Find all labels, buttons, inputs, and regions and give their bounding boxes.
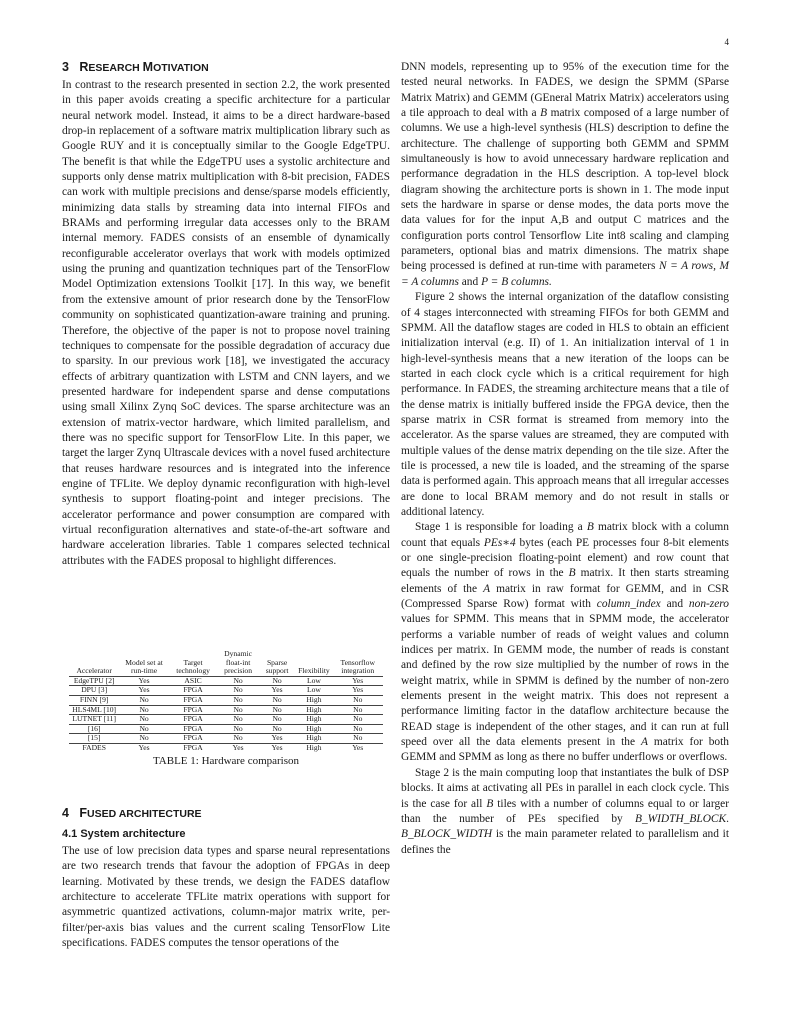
subsection-4-1-heading: 4.1 System architecture (62, 828, 186, 840)
table-row (69, 724, 382, 734)
table-cell: No (259, 695, 295, 705)
table-cell: No (259, 724, 295, 734)
table-cell: High (295, 695, 333, 705)
table-cell: [15] (69, 734, 119, 744)
section-4-paragraph: The use of low precision data types and sparse neural representations are two research trends that favour the adoption of FPGAs in deep learning. Motivated by these trends, we design the FADES dataflow architecture to accelerate TFLite matrix operations with support for asymmetric quantized activations, column-major matrix write, per-filter/per-axis bias values and the current scaling TensorFlow Lite specifications. FADES computes the tensor operations of the (62, 845, 390, 950)
table-cell: Yes (259, 734, 295, 744)
table-header: Dynamic float-int precision (224, 649, 252, 676)
table-cell: No (333, 695, 383, 705)
left-column (62, 60, 390, 569)
table-cell: No (217, 705, 259, 715)
table-cell: No (217, 734, 259, 744)
section-4-heading: 4 FUSED ARCHITECTURE (62, 806, 202, 820)
table-cell: Yes (259, 686, 295, 696)
table-cell: FPGA (169, 695, 217, 705)
table-cell: High (295, 724, 333, 734)
table-cell: No (333, 724, 383, 734)
table-cell: No (333, 734, 383, 744)
table-cell: No (217, 715, 259, 725)
table-cell: High (295, 705, 333, 715)
table-cell: No (119, 705, 169, 715)
table-cell: HLS4ML [10] (69, 705, 119, 715)
page-number: 4 (724, 37, 729, 47)
table-cell: FADES (69, 743, 119, 752)
table-cell: No (259, 715, 295, 725)
paragraph: DNN models, representing up to 95% of the execution time for the tested neural networks. In FADES, we design the SPMM (SParse Matrix Matrix) and GEMM (GEneral Matrix Matrix) accelerators using a tile approach to deal with a B matrix composed of a large number of columns. We use a high-level synthesis (HLS) description to define the architecture. The challenge of supporting both GEMM and SPMM simultaneously is how to avoid unnecessary hardware replication and performance degradation in the HLS description. A top-level block diagram showing the architecture ports is shown in 1. The mode input sets the hardware in sparse or dense modes, the data ports move the data values for for the input A,B and output C matrices and the configuration ports control Tensorflow Lite int8 scaling and clamping parameters, optional bias and matrix dimensions. The matrix shape being processed is defined at run-time with parameters N = A rows, M = A columns and P = B columns. (401, 61, 729, 288)
table-cell: No (217, 695, 259, 705)
table-cell: Yes (333, 686, 383, 696)
table-row (69, 695, 382, 705)
table-cell: EdgeTPU [2] (69, 676, 119, 686)
table-cell: DPU [3] (69, 686, 119, 696)
table-cell: ASIC (169, 676, 217, 686)
table-header: Sparse support (265, 657, 289, 676)
table-cell: Low (295, 676, 333, 686)
table-cell: FINN [9] (69, 695, 119, 705)
table-cell: No (333, 715, 383, 725)
paragraph: Figure 2 shows the internal organization of the dataflow consisting of 4 stages interconnected with streaming FIFOs for both GEMM and SPMM. All the dataflow stages are coded in HLS to obtain an efficient initialization interval (e.g. II) of 1. An initialization interval of 1 in high-level-synthesis means that a new iteration of the loops can be started in each clock cycle which is a critical requirement for high performance. In FADES, the streaming architecture means that a tile of the dense matrix is initially buffered inside the FPGA device, then the sparse matrix in CSR format is streamed from memory into the accelerator. As the sparse values are streamed, they are computed with multiple values of the dense matrix depending on the tile size. After the tile is processed, a new tile is loaded, and the streaming of the sparse data is performed again. This approach means that all irregular accesses are done to local BRAM memory and do not result in stalls or additional latency. (401, 291, 729, 518)
table-cell: FPGA (169, 705, 217, 715)
hardware-comparison-table (69, 650, 382, 753)
table-header: Flexibility (298, 666, 330, 676)
table-cell: FPGA (169, 734, 217, 744)
table-header: Model set at run-time (125, 657, 163, 676)
table-cell: Yes (217, 743, 259, 752)
table-cell: Yes (119, 743, 169, 752)
section-3-paragraph: In contrast to the research presented in section 2.2, the work presented in this paper avoids creating a specific architecture for a particular neural network model. Instead, it aims to be a direct hardware-based drop-in replacement of a software matrix multiplication library such as Google RUY and it is conceptually similar to the Google EdgeTPU. The benefit is that while the EdgeTPU uses a systolic architecture and supports only dense matrix multiplication with 8-bit precision, FADES can work with multiple precisions and dense/sparse models efficiently, minimizing data stalls by streaming data into internal FIFOs and BRAMs and performing irregular data accesses only to the BRAM internal memory. FADES consists of an ensemble of dynamically reconfigurable accelerator overlays that work with models optimized using the pruning and quantization techniques part of the TensorFlow Model Optimization extensions Toolkit [17]. In this way, we benefit from the extensive amount of prior research done by the TensorFlow community on sophisticated quantization-aware training and pruning. Therefore, the objective of the paper is not to propose novel training techniques to compensate for the possible degradation of accuracy due to sparsity. In our previous work [18], we investigated the accuracy effects of arbitrary quantization with LSTM and CNN layers, and we presented hardware for independent sparse and dense computations using small Xilinx Zynq SoC devices. The sparse architecture was an extension of matrix-vector hardware, which limited parallelism, and there was no specific support for TensorFlow Lite. In this paper, we target the larger Zynq Ultrascale devices with a novel fused architecture that reuses hardware resources and is integrated into the inference engine of TFLite. We deploy dynamic reconfiguration with high-level synthesis to support floating-point and integer precisions. The accelerator performance and power consumption are compared with virtual reconfiguration alternatives and state-of-the-art software and hardware acceleration libraries. Table 1 compares selected technical attributes with the FADES proposal to highlight differences. (62, 79, 390, 567)
table-cell: No (217, 686, 259, 696)
table-cell: FPGA (169, 724, 217, 734)
table-cell: Yes (259, 743, 295, 752)
section-3-heading: 3 RESEARCH MOTIVATION (62, 60, 209, 74)
table-caption: TABLE 1: Hardware comparison (152, 754, 300, 767)
table-row (69, 686, 382, 696)
table-cell: No (119, 734, 169, 744)
table-cell: FPGA (169, 743, 217, 752)
table-cell: High (295, 715, 333, 725)
table-header: Accelerator (76, 666, 112, 676)
table-cell: No (119, 724, 169, 734)
table-cell: High (295, 734, 333, 744)
table-header: Target technology (176, 657, 210, 676)
table-cell: FPGA (169, 715, 217, 725)
table-cell: No (217, 676, 259, 686)
section-4 (62, 806, 390, 951)
table-cell: High (295, 743, 333, 752)
table-row (69, 705, 382, 715)
table-cell: No (259, 705, 295, 715)
table-cell: No (259, 676, 295, 686)
table-cell: Yes (333, 743, 383, 752)
table-row (69, 715, 382, 725)
right-column (401, 60, 729, 858)
table-cell: No (333, 705, 383, 715)
table-cell: LUTNET [11] (69, 715, 119, 725)
table-1 (62, 650, 390, 767)
table-cell: No (119, 695, 169, 705)
table-row (69, 734, 382, 744)
table-cell: [16] (69, 724, 119, 734)
table-cell: FPGA (169, 686, 217, 696)
table-cell: Yes (119, 686, 169, 696)
table-cell: Yes (119, 676, 169, 686)
table-header: Tensorflow integration (340, 657, 375, 676)
table-cell: Low (295, 686, 333, 696)
table-cell: No (217, 724, 259, 734)
paragraph: Stage 2 is the main computing loop that instantiates the bulk of DSP blocks. It aims at activating all PEs in parallel in each clock cycle. This is the case for all B tiles with a number of columns equal to or larger than the number of PEs specified by B_WIDTH_BLOCK. B_BLOCK_WIDTH is the main parameter related to parallelism and it defines the (401, 766, 729, 856)
table-cell: No (119, 715, 169, 725)
table-cell: Yes (333, 676, 383, 686)
paragraph: Stage 1 is responsible for loading a B matrix block with a column count that equals PEs∗4 bytes (each PE processes four 8-bit elements or one single-precision floating-point element) and row count that equals the number of rows in the B matrix. It then starts streaming elements of the A matrix in raw format for GEMM, and in CSR (Compressed Sparse Row) format with column_index and non-zero values for SPMM. This means that in SPMM mode, the accelerator performs a variable number of reads of weight values and column indices per matrix. In GEMM mode, the number of reads is constant and defined by the row size multiplied by the number of rows in the weight matrix, while in SPMM is defined by the number of non-zero elements present in the weight matrix. This does not represent a performance limiting factor in the dataflow architecture because the READ stage is independent of the other stages, and it can run at full speed over all the data elements present in the A matrix for both GEMM and SPMM as long as there no buffer underflows or overflows. (401, 521, 729, 764)
table-row (69, 743, 382, 752)
table-row (69, 676, 382, 686)
